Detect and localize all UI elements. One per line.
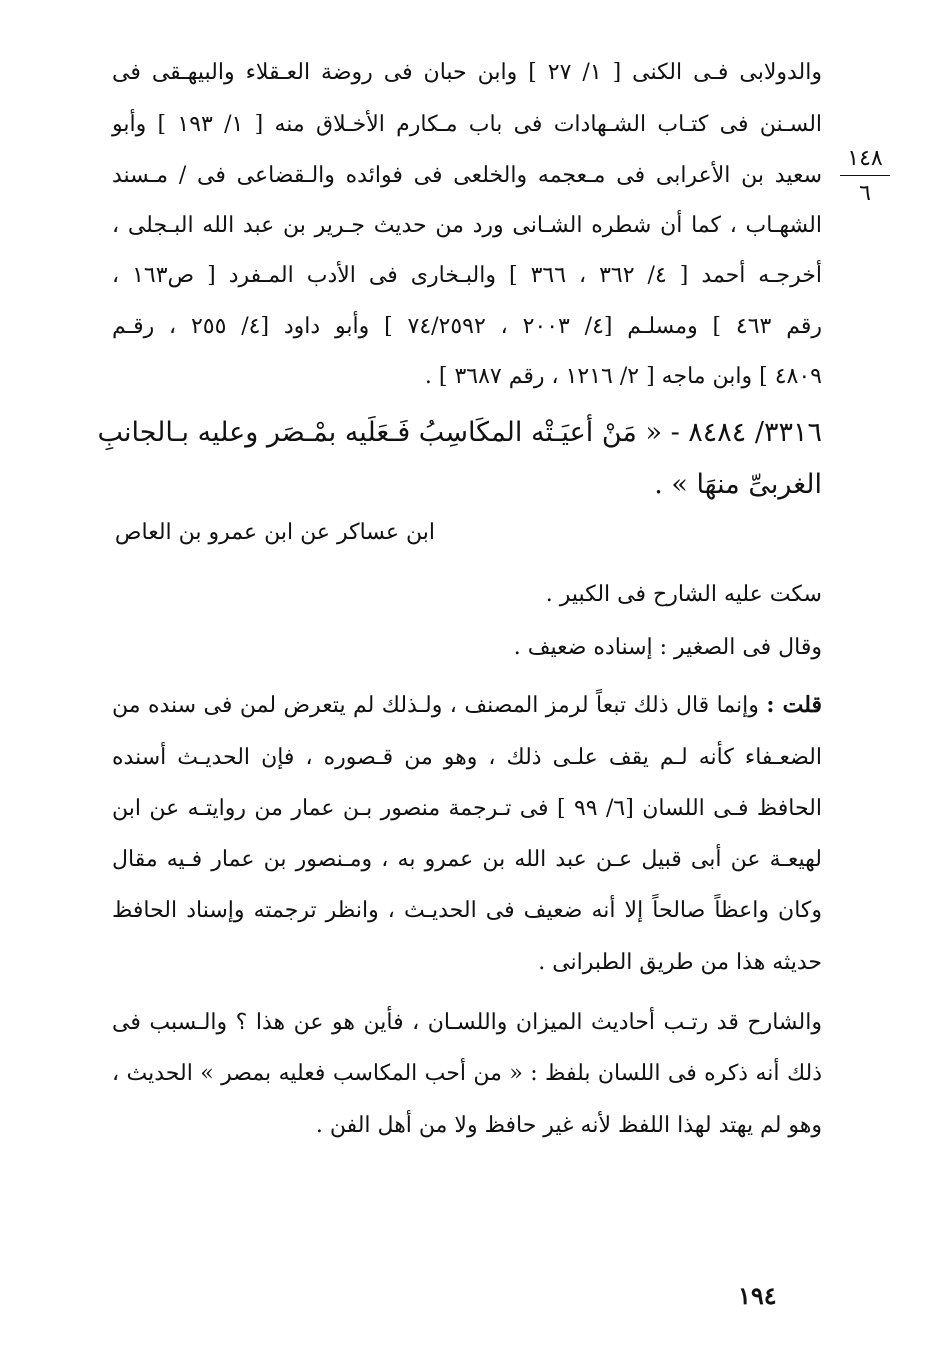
- margin-ref-bottom: ٦: [859, 181, 871, 206]
- hadith-line: ٣٣١٦/ ٨٤٨٤ - « مَنْ أعيَـتْه المكَاسِبُ فَـعَلَيه بمْـصَر وعليه بـالجانبِ: [97, 417, 822, 448]
- text-line: [112, 690, 822, 721]
- text-line: رقم ٤٦٣ ] ومسلـم [٤/ ٢٠٠٣ ، ٧٤/٢٥٩٢ ] وأبو داود [٤/ ٢٥٥ ، رقـم: [112, 314, 822, 339]
- text-line: والدولابى فـى الكنى [ ١/ ٢٧ ] وابن حبان فى روضة العـقلاء والبيهـقى فى: [112, 60, 822, 85]
- comment-line: سكت عليه الشارح فى الكبير .: [545, 582, 822, 607]
- hadith-source: ابن عساكر عن ابن عمرو بن العاص: [114, 520, 435, 545]
- text-line: السـنن فى كتـاب الشـهادات فى باب مـكارم الأخـلاق منه [ ١/ ١٩٣ ] وأبو: [112, 112, 823, 137]
- text-line: وهو لم يهتد لهذا اللفظ لأنه غير حافظ ولا من أهل الفن .: [315, 1113, 822, 1138]
- qult-label: قلت :: [766, 692, 823, 718]
- hadith-line: الغربىِّ منهَا » .: [654, 469, 822, 500]
- margin-ref-top: ١٤٨: [847, 146, 883, 171]
- text-line: وكان واعظاً صالحاً إلا أنه ضعيف فى الحديـث ، وانظر ترجمته وإسناد الحافظ: [112, 898, 822, 923]
- text-line: ذلك أنه ذكره فى اللسان بلفظ : « من أحب المكاسب فعليه بمصر » الحديث ،: [112, 1061, 822, 1086]
- text-line: سعيد بن الأعرابى فى مـعجمه والخلعى فى فوائده والـقضاعى فى / مـسند: [112, 163, 822, 188]
- text-line: أخرجـه أحمد [ ٤/ ٣٦٢ ، ٣٦٦ ] والبـخارى فى الأدب المـفرد [ ص١٦٣ ،: [112, 263, 822, 288]
- text-segment: وإنما قال ذلك تبعاً لرمز المصنف ، ولـذلك لم يتعرض لمن فى سنده من: [112, 693, 767, 718]
- text-line: حديثه هذا من طريق الطبرانى .: [538, 950, 822, 975]
- text-line: والشارح قد رتـب أحاديث الميزان واللسـان ، فأين هو عن هذا ؟ والـسبب فى: [112, 1010, 822, 1035]
- text-line: الضعـفاء كأنه لـم يقف علـى ذلك ، وهو من قـصوره ، فإن الحديـث أسنده: [112, 745, 822, 770]
- margin-ref-rule: [840, 175, 890, 176]
- text-line: الشهـاب ، كما أن شطره الشـانى ورد من حديث جـرير بن عبد الله البـجلى ،: [112, 213, 822, 238]
- text-line: ٤٨٠٩ ] وابن ماجه [ ٢/ ١٢١٦ ، رقم ٣٦٨٧ ] .: [424, 364, 822, 389]
- comment-line: وقال فى الصغير : إسناده ضعيف .: [513, 635, 822, 660]
- margin-page-reference: [840, 145, 890, 208]
- text-line: لهيعـة عن أبى قبيل عـن عبد الله بن عمرو به ، ومـنصور بن عمار فـيه مقال: [112, 847, 822, 872]
- text-line: الحافظ فـى اللسان [٦/ ٩٩ ] فى تـرجمة منصور بـن عمار من روايتـه عن ابن: [112, 796, 822, 821]
- page-number: ١٩٤: [738, 1281, 777, 1310]
